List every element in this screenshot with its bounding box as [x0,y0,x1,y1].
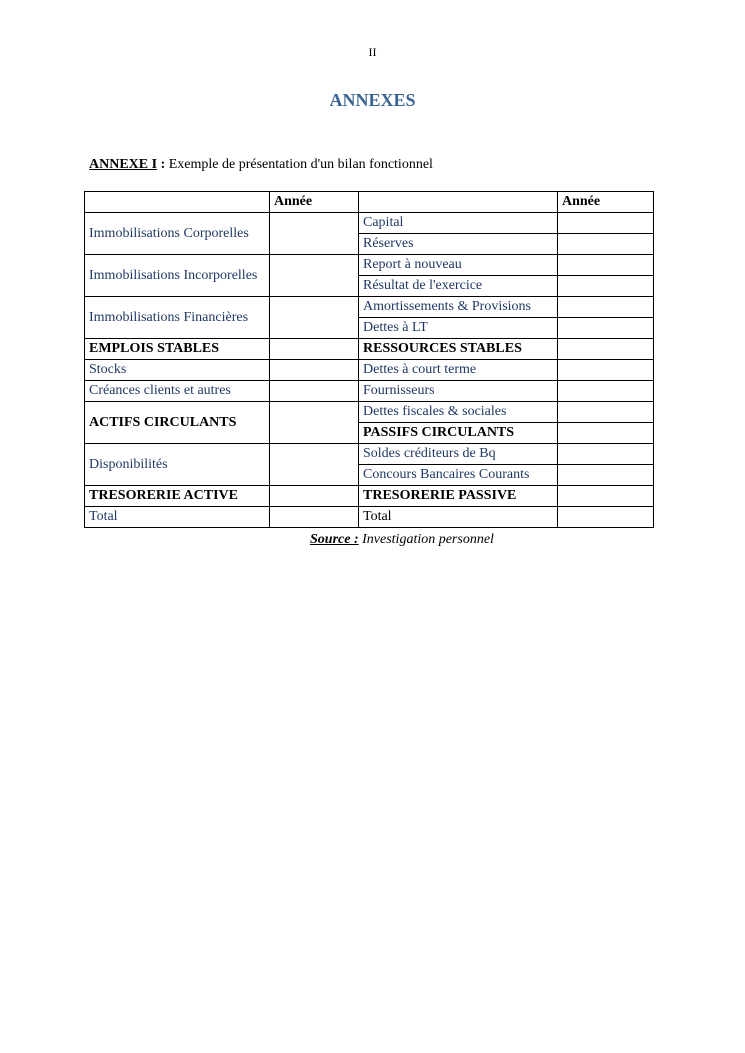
cell-tresorerie-active: TRESORERIE ACTIVE [85,486,270,507]
page-title: ANNEXES [329,90,416,110]
cell-value [270,339,359,360]
cell-immo-corporelles: Immobilisations Corporelles [85,213,270,255]
header-empty-left [85,192,270,213]
header-empty-right [359,192,558,213]
cell-capital: Capital [359,213,558,234]
cell-disponibilites: Disponibilités [85,444,270,486]
table-row [85,360,654,381]
source-label: Source : [310,532,359,547]
source-text: Investigation personnel [358,532,494,547]
cell-actifs-circulants: ACTIFS CIRCULANTS [85,402,270,444]
cell-passifs-circulants: PASSIFS CIRCULANTS [359,423,558,444]
cell-emplois-stables: EMPLOIS STABLES [85,339,270,360]
cell-stocks: Stocks [85,360,270,381]
cell-dettes-fiscales: Dettes fiscales & sociales [359,402,558,423]
cell-fournisseurs: Fournisseurs [359,381,558,402]
cell-value [270,444,359,486]
cell-dettes-ct: Dettes à court terme [359,360,558,381]
cell-concours: Concours Bancaires Courants [359,465,558,486]
cell-amortissements: Amortissements & Provisions [359,297,558,318]
table-row [85,339,654,360]
table-row [85,192,654,213]
header-year-left: Année [270,192,359,213]
table-row [85,297,654,318]
cell-value [270,486,359,507]
table-row [85,402,654,423]
table-caption [89,157,433,173]
cell-value [270,507,359,528]
cell-creances: Créances clients et autres [85,381,270,402]
cell-total-right: Total [359,507,558,528]
cell-value [558,423,654,444]
cell-tresorerie-passive: TRESORERIE PASSIVE [359,486,558,507]
cell-value [558,444,654,465]
cell-report: Report à nouveau [359,255,558,276]
cell-value [558,213,654,234]
cell-value [270,360,359,381]
cell-total-left: Total [85,507,270,528]
bilan-table [84,191,654,528]
cell-ressources-stables: RESSOURCES STABLES [359,339,558,360]
cell-value [558,276,654,297]
cell-value [270,402,359,444]
header-year-right: Année [558,192,654,213]
cell-reserves: Réserves [359,234,558,255]
cell-value [558,402,654,423]
cell-immo-financieres: Immobilisations Financières [85,297,270,339]
cell-value [558,255,654,276]
cell-immo-incorporelles: Immobilisations Incorporelles [85,255,270,297]
page-number: II [368,45,377,59]
table-row [85,255,654,276]
table-row [85,507,654,528]
cell-value [270,255,359,297]
table-row [85,213,654,234]
table-row [85,486,654,507]
caption-label: ANNEXE I [89,157,158,172]
cell-value [558,234,654,255]
cell-value [558,486,654,507]
cell-resultat: Résultat de l'exercice [359,276,558,297]
cell-value [270,297,359,339]
cell-value [270,381,359,402]
cell-value [558,318,654,339]
source-note [310,532,494,548]
cell-value [558,297,654,318]
cell-value [558,381,654,402]
caption-text: Exemple de présentation d'un bilan fonctionnel [165,157,433,172]
cell-soldes: Soldes créditeurs de Bq [359,444,558,465]
table-row [85,381,654,402]
cell-value [558,360,654,381]
caption-colon: : [157,157,166,172]
cell-value [270,213,359,255]
cell-value [558,465,654,486]
table-row [85,444,654,465]
cell-value [558,339,654,360]
cell-value [558,507,654,528]
cell-dettes-lt: Dettes à LT [359,318,558,339]
